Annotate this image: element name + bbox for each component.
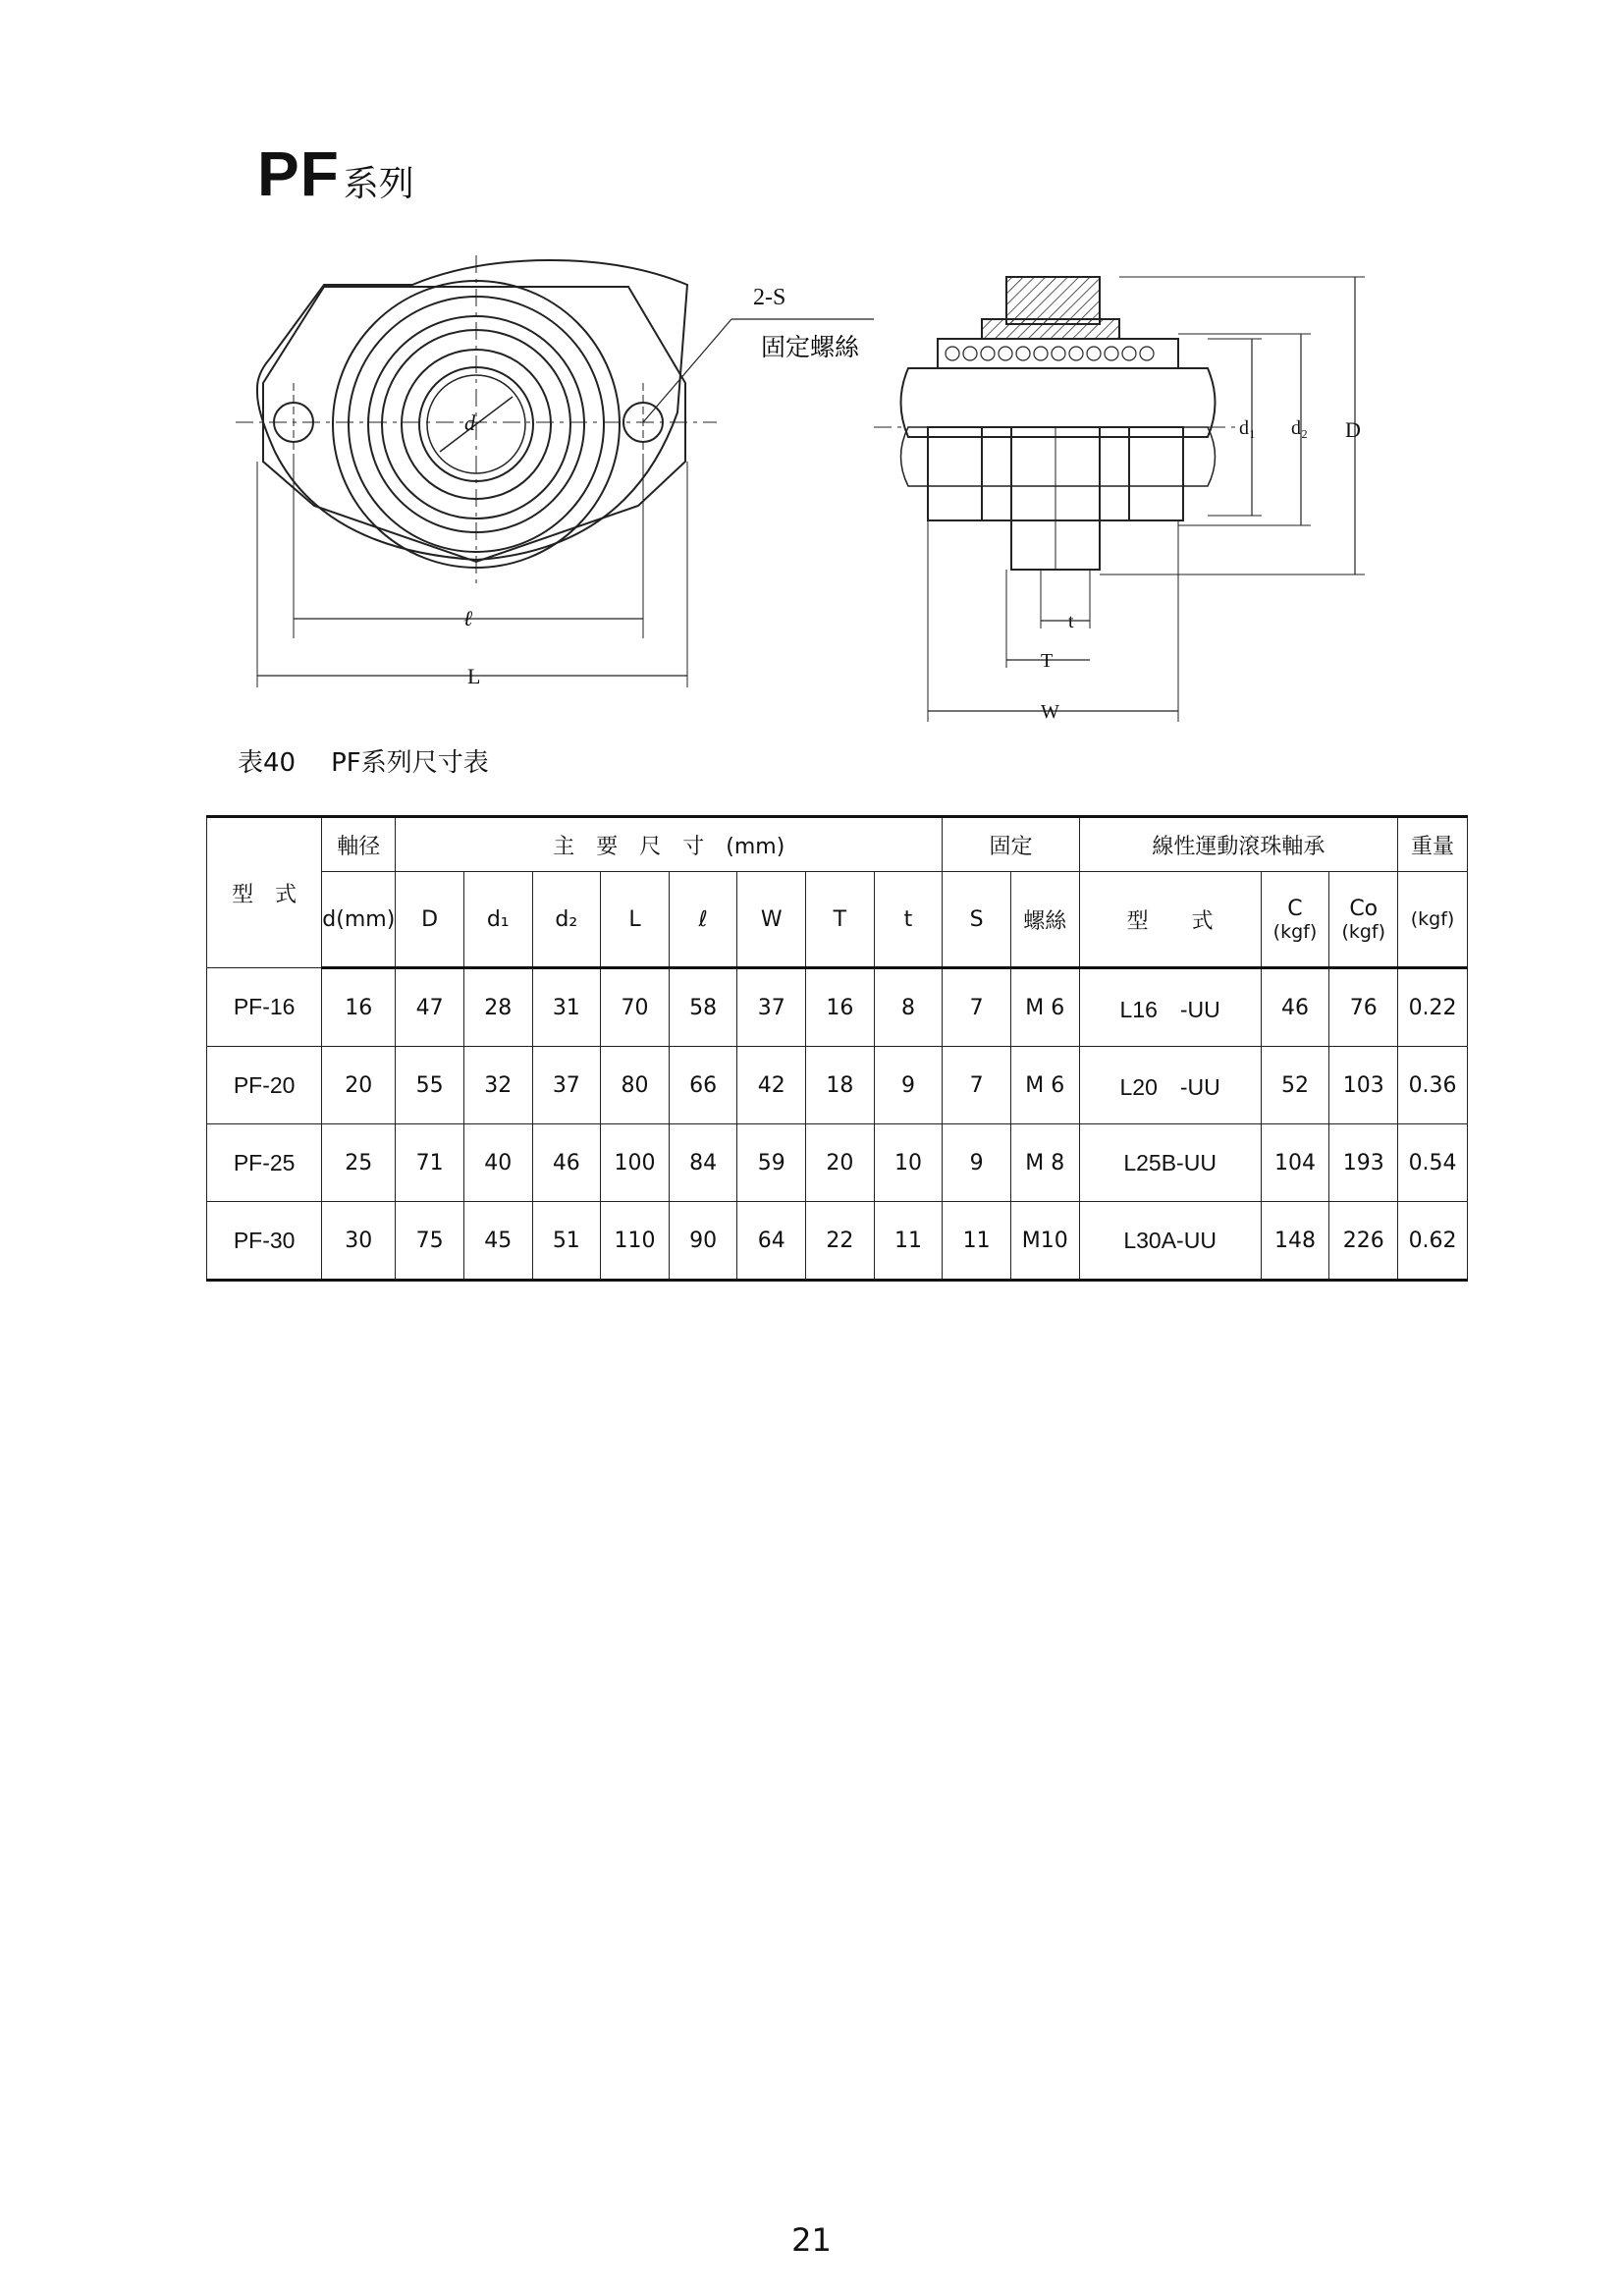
spec-table [206, 815, 1468, 1282]
T-label: T [1041, 650, 1054, 672]
header-Co-unit: (kgf) [1341, 920, 1386, 943]
cell-d: 30 [322, 1202, 396, 1281]
header-Co-label: Co [1349, 896, 1379, 921]
cell-screw: M 6 [1010, 1047, 1079, 1124]
cell-screw: M10 [1010, 1202, 1079, 1281]
header-L: L [601, 872, 670, 968]
cell-l: 66 [669, 1047, 737, 1124]
cell-D: 47 [396, 968, 464, 1047]
header-shaft-unit: d(mm) [322, 872, 396, 968]
header-main-dims: 主 要 尺 寸 (mm) [396, 817, 943, 872]
header-d2: d₂ [532, 872, 601, 968]
header-T: T [806, 872, 875, 968]
screw-name-label: 固定螺絲 [761, 333, 860, 361]
cell-weight: 0.22 [1398, 968, 1468, 1047]
d2-label: d₂ [1291, 417, 1308, 439]
header-D: D [396, 872, 464, 968]
cell-t: 9 [874, 1047, 943, 1124]
technical-drawing [0, 0, 1623, 746]
cell-S: 7 [943, 968, 1011, 1047]
cell-d: 25 [322, 1124, 396, 1202]
cell-d2: 51 [532, 1202, 601, 1281]
cell-t: 11 [874, 1202, 943, 1281]
header-d1: d₁ [463, 872, 532, 968]
housing-flange-top [982, 319, 1119, 339]
header-C [1261, 872, 1329, 968]
cell-T: 20 [806, 1124, 875, 1202]
table-number: 表40 [238, 748, 297, 778]
cell-L: 100 [601, 1124, 670, 1202]
table-row [207, 1047, 1468, 1124]
table-row [207, 968, 1468, 1047]
header-shaft: 軸径 [322, 817, 396, 872]
title-prefix: PF [257, 138, 340, 209]
cell-d1: 40 [463, 1124, 532, 1202]
cell-bearing: L30A-UU [1079, 1202, 1261, 1281]
cell-C: 148 [1261, 1202, 1329, 1281]
cell-C: 104 [1261, 1124, 1329, 1202]
header-C-label: C [1287, 896, 1303, 921]
housing-top [1006, 277, 1100, 324]
header-weight-unit: (kgf) [1398, 872, 1468, 968]
cell-Co: 103 [1329, 1047, 1398, 1124]
cell-screw: M 6 [1010, 968, 1079, 1047]
cell-model: PF-30 [207, 1202, 322, 1281]
cell-d2: 37 [532, 1047, 601, 1124]
cell-L: 80 [601, 1047, 670, 1124]
cell-S: 11 [943, 1202, 1011, 1281]
cell-model: PF-25 [207, 1124, 322, 1202]
cell-W: 42 [737, 1047, 806, 1124]
cell-W: 37 [737, 968, 806, 1047]
cell-model: PF-16 [207, 968, 322, 1047]
screw-count-label: 2-S [753, 285, 786, 310]
cell-Co: 226 [1329, 1202, 1398, 1281]
side-view [874, 277, 1365, 722]
cell-t: 10 [874, 1124, 943, 1202]
length-label: L [467, 664, 481, 688]
cell-D: 75 [396, 1202, 464, 1281]
cell-screw: M 8 [1010, 1124, 1079, 1202]
header-screw: 螺絲 [1010, 872, 1079, 968]
cell-S: 7 [943, 1047, 1011, 1124]
outer-d-label: D [1345, 417, 1361, 442]
cell-d: 20 [322, 1047, 396, 1124]
title-suffix: 系列 [343, 164, 414, 204]
header-t: t [874, 872, 943, 968]
cell-Co: 193 [1329, 1124, 1398, 1202]
cell-L: 110 [601, 1202, 670, 1281]
bore-label: d [464, 410, 475, 435]
cell-D: 71 [396, 1124, 464, 1202]
d1-label: d₁ [1239, 417, 1256, 439]
cell-S: 9 [943, 1124, 1011, 1202]
cell-D: 55 [396, 1047, 464, 1124]
header-l: ℓ [669, 872, 737, 968]
cell-l: 90 [669, 1202, 737, 1281]
cell-d1: 45 [463, 1202, 532, 1281]
cell-T: 22 [806, 1202, 875, 1281]
header-weight: 重量 [1398, 817, 1468, 872]
header-model: 型 式 [207, 817, 322, 968]
t-label: t [1068, 611, 1074, 632]
table-row [207, 1124, 1468, 1202]
cell-Co: 76 [1329, 968, 1398, 1047]
header-S: S [943, 872, 1011, 968]
cell-W: 64 [737, 1202, 806, 1281]
cell-W: 59 [737, 1124, 806, 1202]
cell-T: 18 [806, 1047, 875, 1124]
header-C-unit: (kgf) [1272, 920, 1318, 943]
front-view [236, 255, 874, 687]
header-fixing: 固定 [943, 817, 1079, 872]
header-W: W [737, 872, 806, 968]
header-bearing-model: 型 式 [1079, 872, 1261, 968]
cell-d1: 32 [463, 1047, 532, 1124]
cell-C: 46 [1261, 968, 1329, 1047]
table-row [207, 1202, 1468, 1281]
page-number: 21 [791, 2221, 832, 2259]
cell-C: 52 [1261, 1047, 1329, 1124]
cell-weight: 0.54 [1398, 1124, 1468, 1202]
cell-d2: 31 [532, 968, 601, 1047]
cell-L: 70 [601, 968, 670, 1047]
cell-bearing: L25B-UU [1079, 1124, 1261, 1202]
cell-l: 84 [669, 1124, 737, 1202]
cell-weight: 0.62 [1398, 1202, 1468, 1281]
table-caption [238, 742, 524, 779]
cell-bearing: L16 -UU [1079, 968, 1261, 1047]
cell-model: PF-20 [207, 1047, 322, 1124]
header-bearing: 線性運動滾珠軸承 [1079, 817, 1397, 872]
cell-d1: 28 [463, 968, 532, 1047]
cell-T: 16 [806, 968, 875, 1047]
cell-d: 16 [322, 968, 396, 1047]
table-title: PF系列尺寸表 [331, 748, 489, 778]
W-label: W [1041, 701, 1059, 723]
cell-weight: 0.36 [1398, 1047, 1468, 1124]
cell-l: 58 [669, 968, 737, 1047]
cell-d2: 46 [532, 1124, 601, 1202]
cell-t: 8 [874, 968, 943, 1047]
header-Co [1329, 872, 1398, 968]
cell-bearing: L20 -UU [1079, 1047, 1261, 1124]
pitch-label: ℓ [463, 606, 473, 630]
